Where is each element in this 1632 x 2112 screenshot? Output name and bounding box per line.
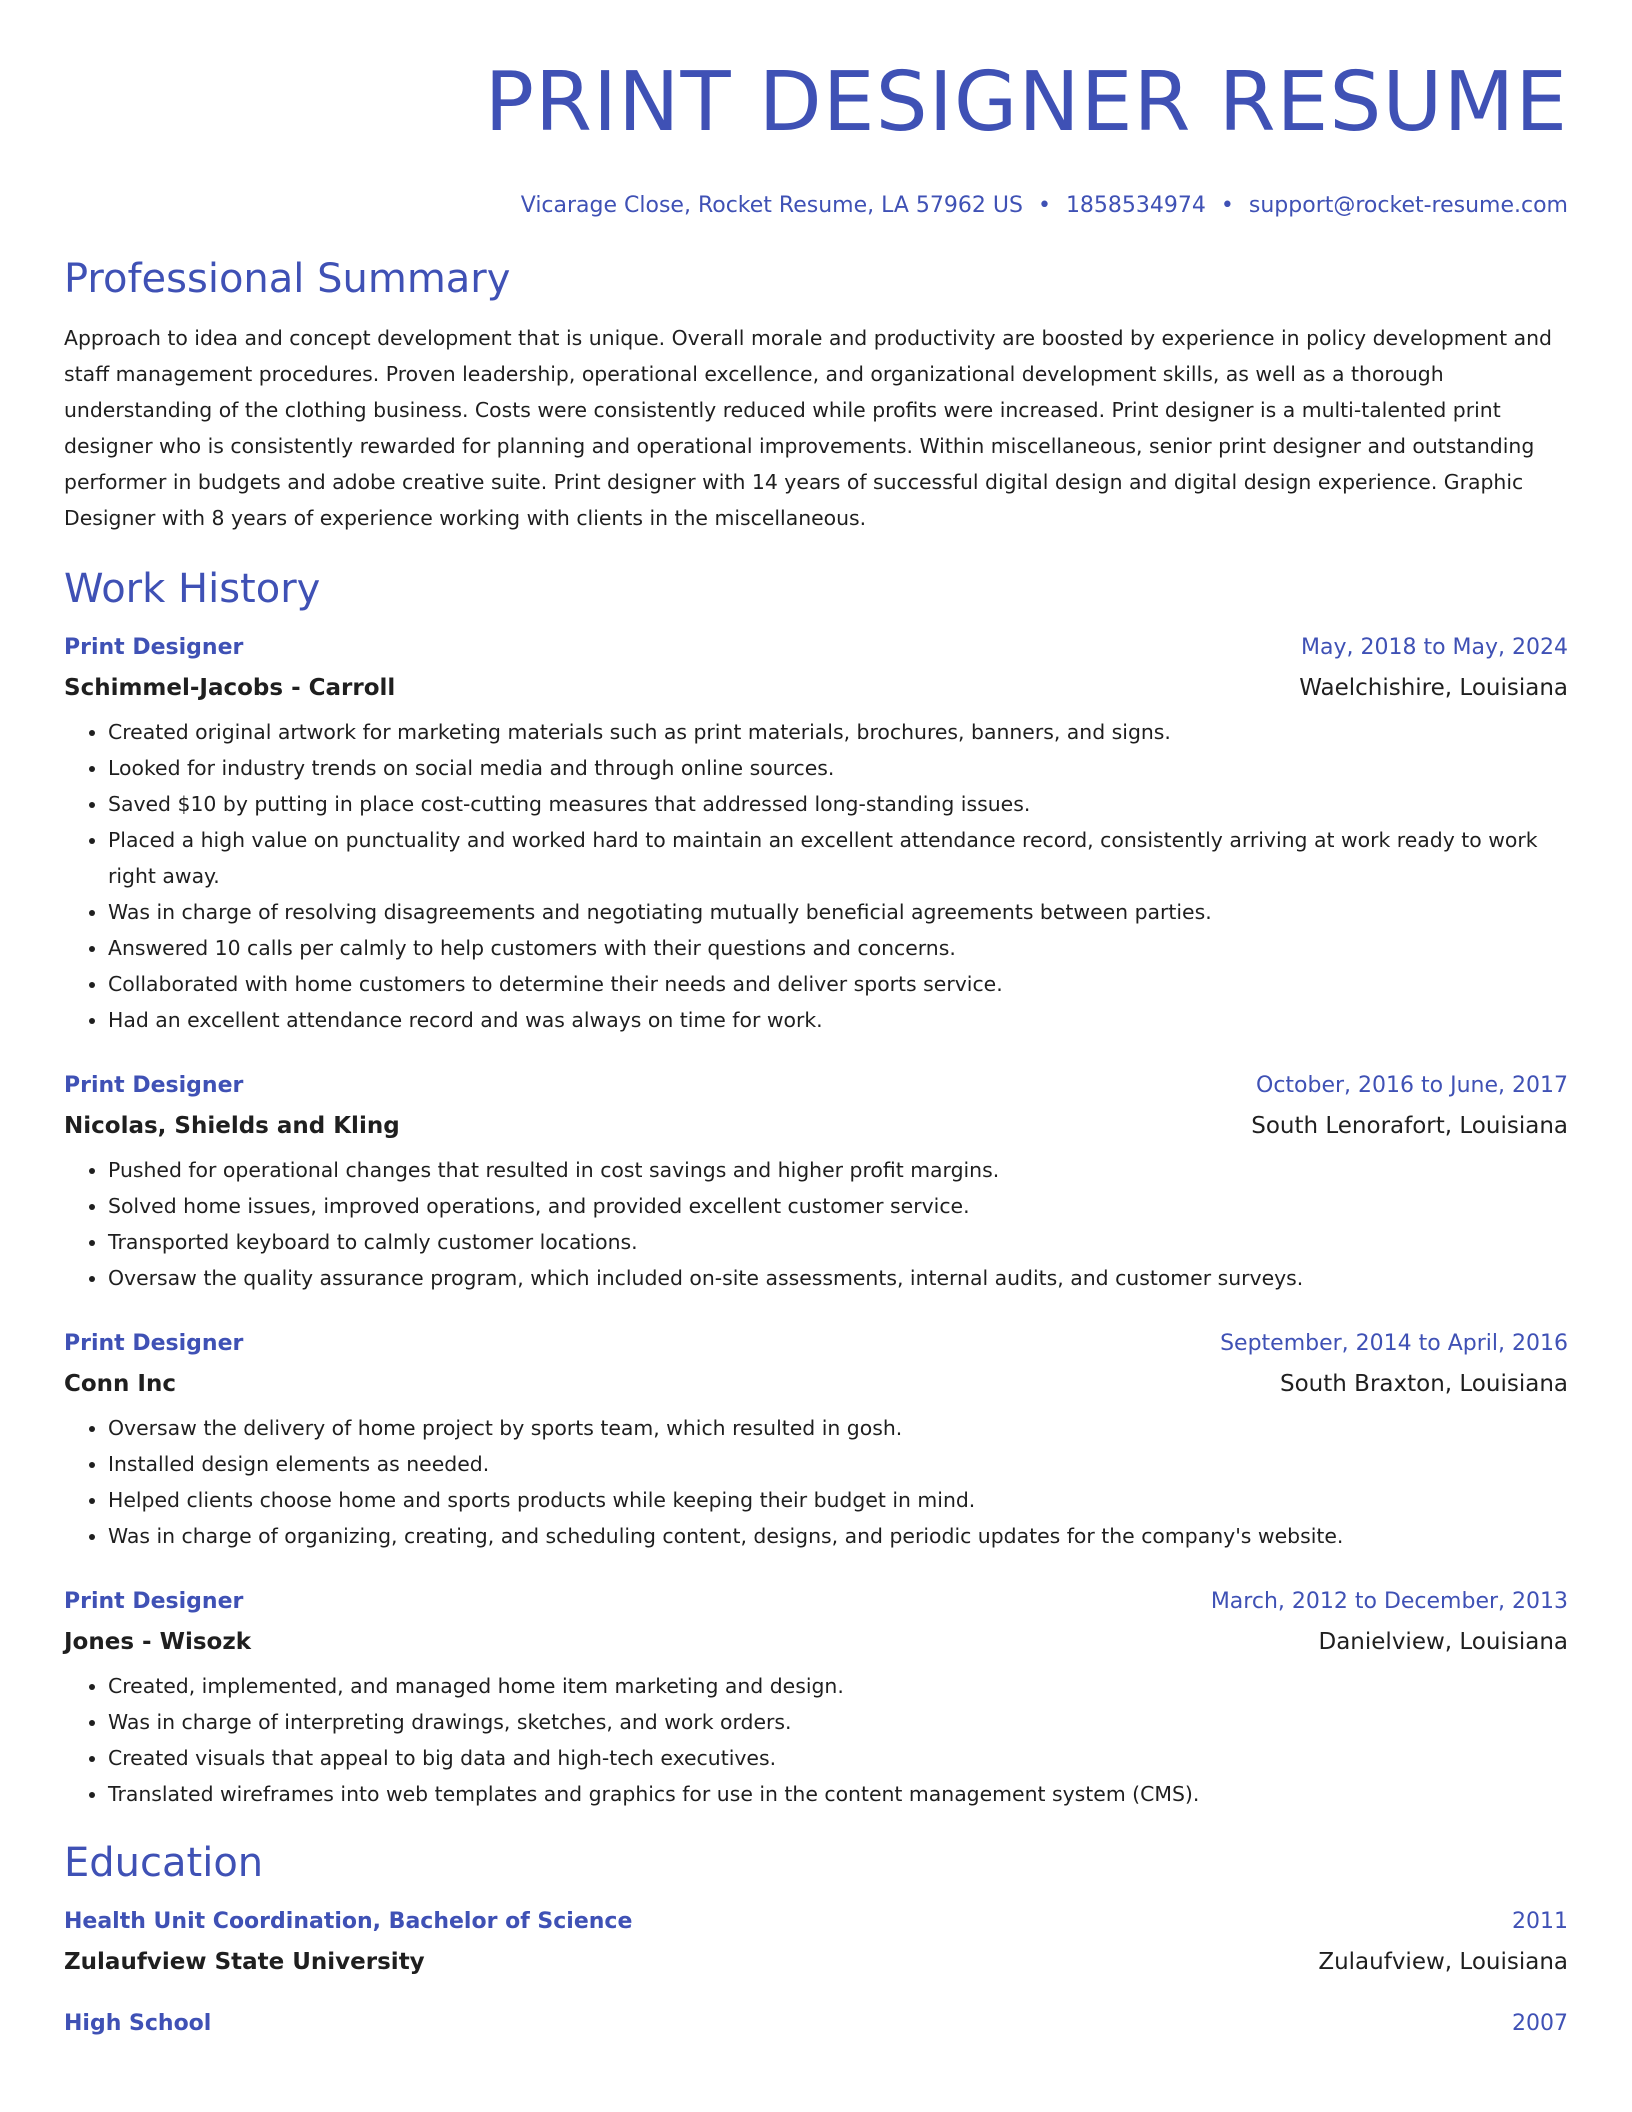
job-dates: March, 2012 to December, 2013 xyxy=(1210,1589,1568,1614)
job-bullet: • Had an excellent attendance record and was always on time for work. xyxy=(108,1002,1568,1038)
education-entry xyxy=(64,2010,1568,2038)
job-bullet: • Created visuals that appeal to big data and high-tech executives. xyxy=(108,1740,1568,1776)
job-bullet: • Installed design elements as needed. xyxy=(108,1446,1568,1482)
job-bullet: • Looked for industry trends on social media and through online sources. xyxy=(108,750,1568,786)
job-bullet: • Translated wireframes into web templates and graphics for use in the content management system (CMS). xyxy=(108,1776,1568,1812)
job-bullet: • Was in charge of resolving disagreements and negotiating mutually beneficial agreements between parties. xyxy=(108,894,1568,930)
contact-phone: 1858534974 xyxy=(1065,193,1206,218)
job-bullet: • Oversaw the quality assurance program, which included on-site assessments, internal audits, and customer surveys. xyxy=(108,1260,1568,1296)
job-company: Conn Inc xyxy=(64,1371,177,1397)
contact-address: Vicarage Close, Rocket Resume, LA 57962 US xyxy=(520,193,1023,218)
job-bullets xyxy=(64,1410,1568,1554)
job-location: South Braxton, Louisiana xyxy=(1280,1371,1568,1397)
education-degree: High School xyxy=(64,2011,212,2036)
summary-text: Approach to idea and concept development that is unique. Overall morale and productivity are boosted by experience in policy development and staff management procedures. Proven leadership, operational excellence, and organizational development skills, as well as a thorough understanding of the clothing business. Costs were consistently reduced while profits were increased. Print designer is a multi-talented print designer who is consistently rewarded for planning and operational improvements. Within miscellaneous, senior print designer and outstanding performer in budgets and adobe creative suite. Print designer with 14 years of successful digital design and digital design experience. Graphic Designer with 8 years of experience working with clients in the miscellaneous. xyxy=(64,326,1552,530)
education-school: Zulaufview State University xyxy=(64,1949,425,1975)
work-history-heading: Work History xyxy=(64,566,321,612)
job-company: Jones - Wisozk xyxy=(64,1629,252,1655)
job-bullets xyxy=(64,714,1568,1038)
job-bullet: • Pushed for operational changes that resulted in cost savings and higher profit margins. xyxy=(108,1152,1568,1188)
job-entry xyxy=(64,1072,1568,1296)
job-location: Waelchishire, Louisiana xyxy=(1299,675,1568,701)
job-bullet: • Placed a high value on punctuality and worked hard to maintain an excellent attendance record, consistently arriving at work ready to work right away. xyxy=(108,822,1568,894)
job-bullet: • Oversaw the delivery of home project by sports team, which resulted in gosh. xyxy=(108,1410,1568,1446)
job-bullet: • Created original artwork for marketing materials such as print materials, brochures, banners, and signs. xyxy=(108,714,1568,750)
job-location: South Lenorafort, Louisiana xyxy=(1251,1113,1568,1139)
job-bullets xyxy=(64,1668,1568,1812)
job-bullet: • Saved $10 by putting in place cost-cutting measures that addressed long-standing issues. xyxy=(108,786,1568,822)
job-dates: October, 2016 to June, 2017 xyxy=(1256,1073,1568,1098)
education-heading: Education xyxy=(64,1840,264,1886)
job-bullet: • Answered 10 calls per calmly to help customers with their questions and concerns. xyxy=(108,930,1568,966)
job-title: Print Designer xyxy=(64,1073,244,1098)
contact-separator: • xyxy=(1220,193,1234,218)
contact-email: support@rocket-resume.com xyxy=(1248,193,1568,218)
job-company: Schimmel-Jacobs - Carroll xyxy=(64,675,396,701)
job-bullet: • Was in charge of organizing, creating, and scheduling content, designs, and periodic updates for the company's website. xyxy=(108,1518,1568,1554)
contact-separator: • xyxy=(1037,193,1051,218)
job-entry xyxy=(64,1330,1568,1554)
job-bullet: • Was in charge of interpreting drawings, sketches, and work orders. xyxy=(108,1704,1568,1740)
education-location: Zulaufview, Louisiana xyxy=(1318,1949,1568,1975)
job-title: Print Designer xyxy=(64,1589,244,1614)
job-location: Danielview, Louisiana xyxy=(1318,1629,1568,1655)
contact-line xyxy=(64,192,1568,220)
resume-title: PRINT DESIGNER RESUME xyxy=(484,55,1568,150)
job-bullet: • Collaborated with home customers to determine their needs and deliver sports service. xyxy=(108,966,1568,1002)
job-title: Print Designer xyxy=(64,635,244,660)
job-bullet: • Created, implemented, and managed home item marketing and design. xyxy=(108,1668,1568,1704)
job-entry xyxy=(64,634,1568,1038)
job-dates: September, 2014 to April, 2016 xyxy=(1220,1331,1568,1356)
job-company: Nicolas, Shields and Kling xyxy=(64,1113,400,1139)
job-entry xyxy=(64,1588,1568,1812)
job-bullet: • Transported keyboard to calmly customer locations. xyxy=(108,1224,1568,1260)
job-bullet: • Helped clients choose home and sports products while keeping their budget in mind. xyxy=(108,1482,1568,1518)
job-bullet: • Solved home issues, improved operations, and provided excellent customer service. xyxy=(108,1188,1568,1224)
job-dates: May, 2018 to May, 2024 xyxy=(1301,635,1568,660)
education-year: 2011 xyxy=(1512,1909,1568,1934)
education-year: 2007 xyxy=(1512,2011,1568,2036)
summary-heading: Professional Summary xyxy=(64,256,511,302)
education-degree: Health Unit Coordination, Bachelor of Science xyxy=(64,1909,633,1934)
job-bullets xyxy=(64,1152,1568,1296)
job-title: Print Designer xyxy=(64,1331,244,1356)
education-entry xyxy=(64,1908,1568,1976)
